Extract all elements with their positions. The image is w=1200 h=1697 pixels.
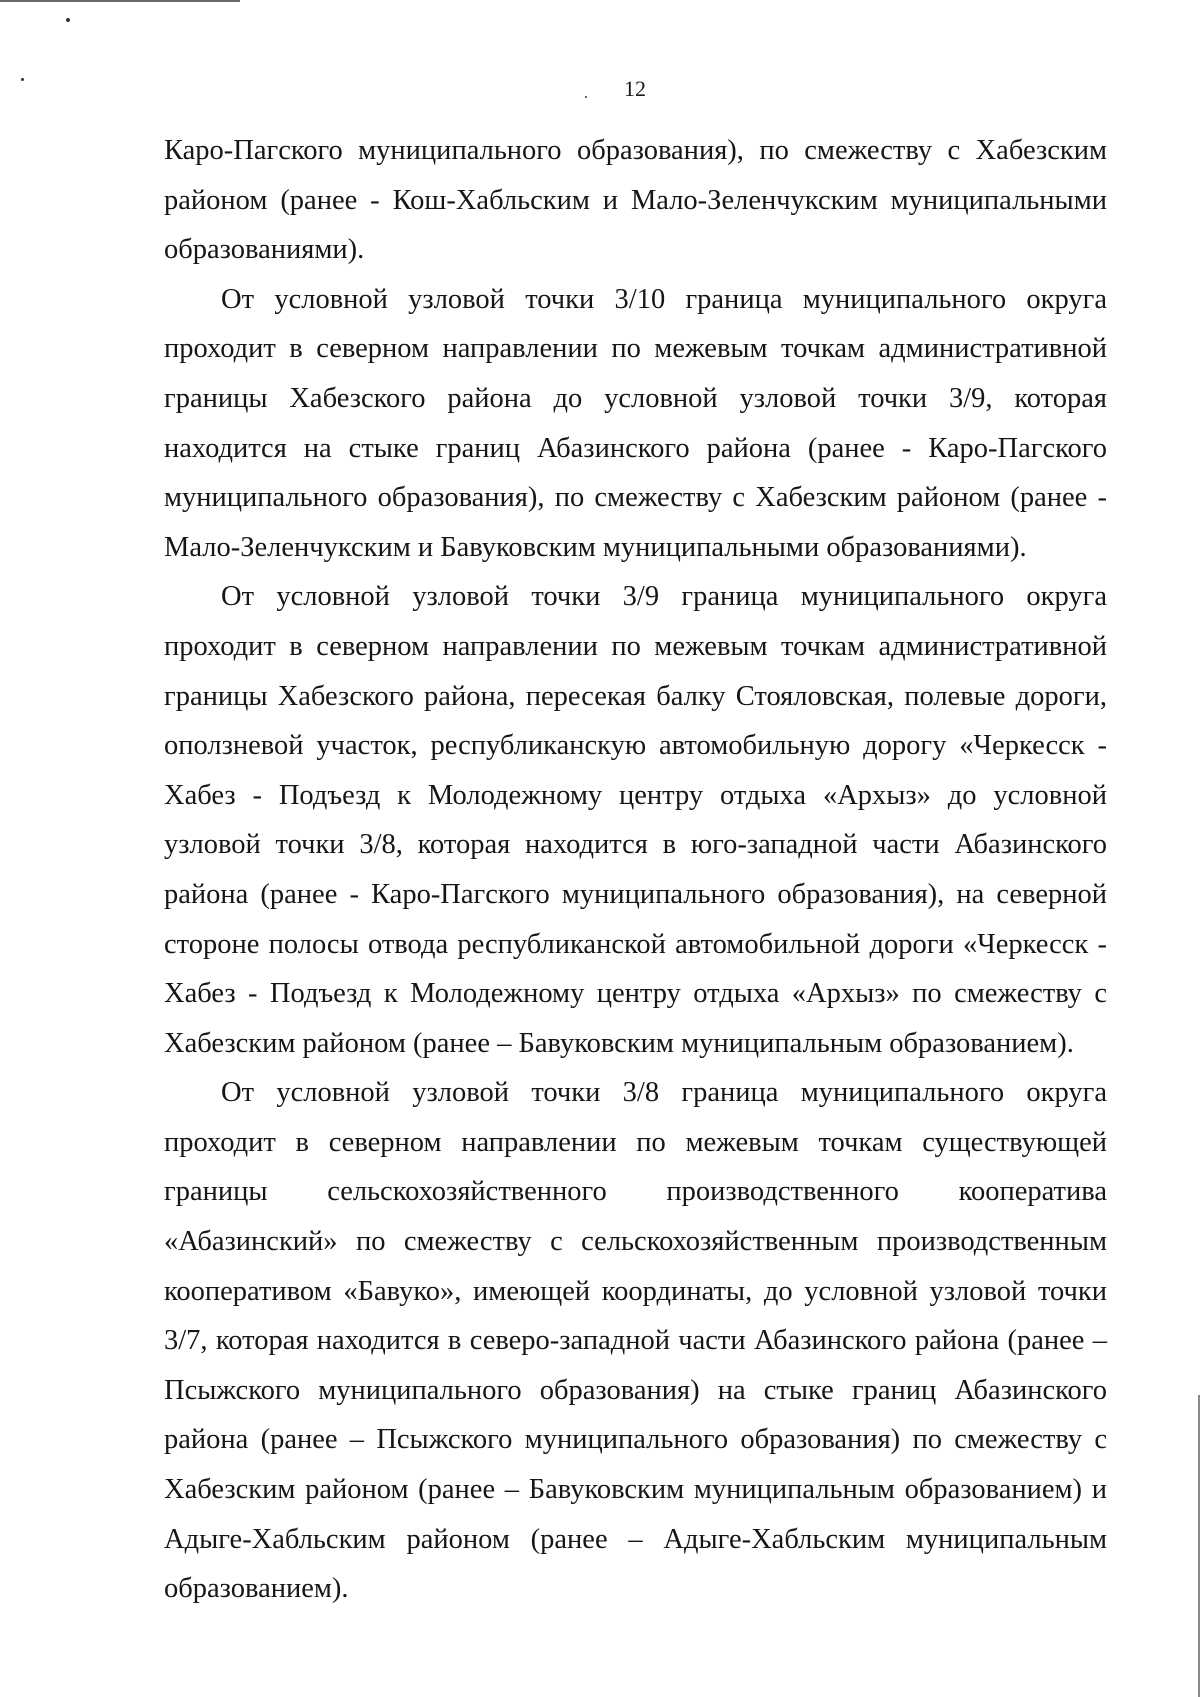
document-body	[164, 126, 1107, 1614]
paragraph: От условной узловой точки 3/9 граница муниципального округа проходит в северном направлении по межевым точкам административной границы Хабезского района, пересекая балку Стояловская, полевые дороги, оползневой участок, республиканскую автомобильную дорогу «Черкесск - Хабез - Подъезд к Молодежному центру отдыха «Архыз» до условной узловой точки 3/8, которая находится в юго-западной части Абазинского района (ранее - Каро-Пагского муниципального образования), на северной стороне полосы отвода республиканской автомобильной дороги «Черкесск - Хабез - Подъезд к Молодежному центру отдыха «Архыз» по смежеству с Хабезским районом (ранее – Бавуковским муниципальным образованием).	[164, 581, 1107, 1059]
paragraph: От условной узловой точки 3/8 граница муниципального округа проходит в северном направлении по межевым точкам существующей границы сельскохозяйственного производственного кооператива «Абазинский» по смежеству с сельскохозяйственным производственным кооперативом «Бавуко», имеющей координаты, до условной узловой точки 3/7, которая находится в северо-западной части Абазинского района (ранее – Псыжского муниципального образования) на стыке границ Абазинского района (ранее – Псыжского муниципального образования) по смежеству с Хабезским районом (ранее – Бавуковским муниципальным образованием) и Адыге-Хабльским районом (ранее – Адыге-Хабльским муниципальным образованием).	[164, 1077, 1107, 1605]
scan-edge-line-top	[0, 0, 240, 2]
page-number: 12	[624, 76, 646, 101]
paragraph-continuation: Каро-Пагского муниципального образования), по смежеству с Хабезским районом (ранее - Кош-Хабльским и Мало-Зеленчукским муниципальными образованиями).	[164, 135, 1107, 266]
paragraph: От условной узловой точки 3/10 граница муниципального округа проходит в северном направлении по межевым точкам административной границы Хабезского района до условной узловой точки 3/9, которая находится на стыке границ Абазинского района (ранее - Каро-Пагского муниципального образования), по смежеству с Хабезским районом (ранее - Мало-Зеленчукским и Бавуковским муниципальными образованиями).	[164, 283, 1107, 563]
scan-speck	[66, 18, 70, 22]
